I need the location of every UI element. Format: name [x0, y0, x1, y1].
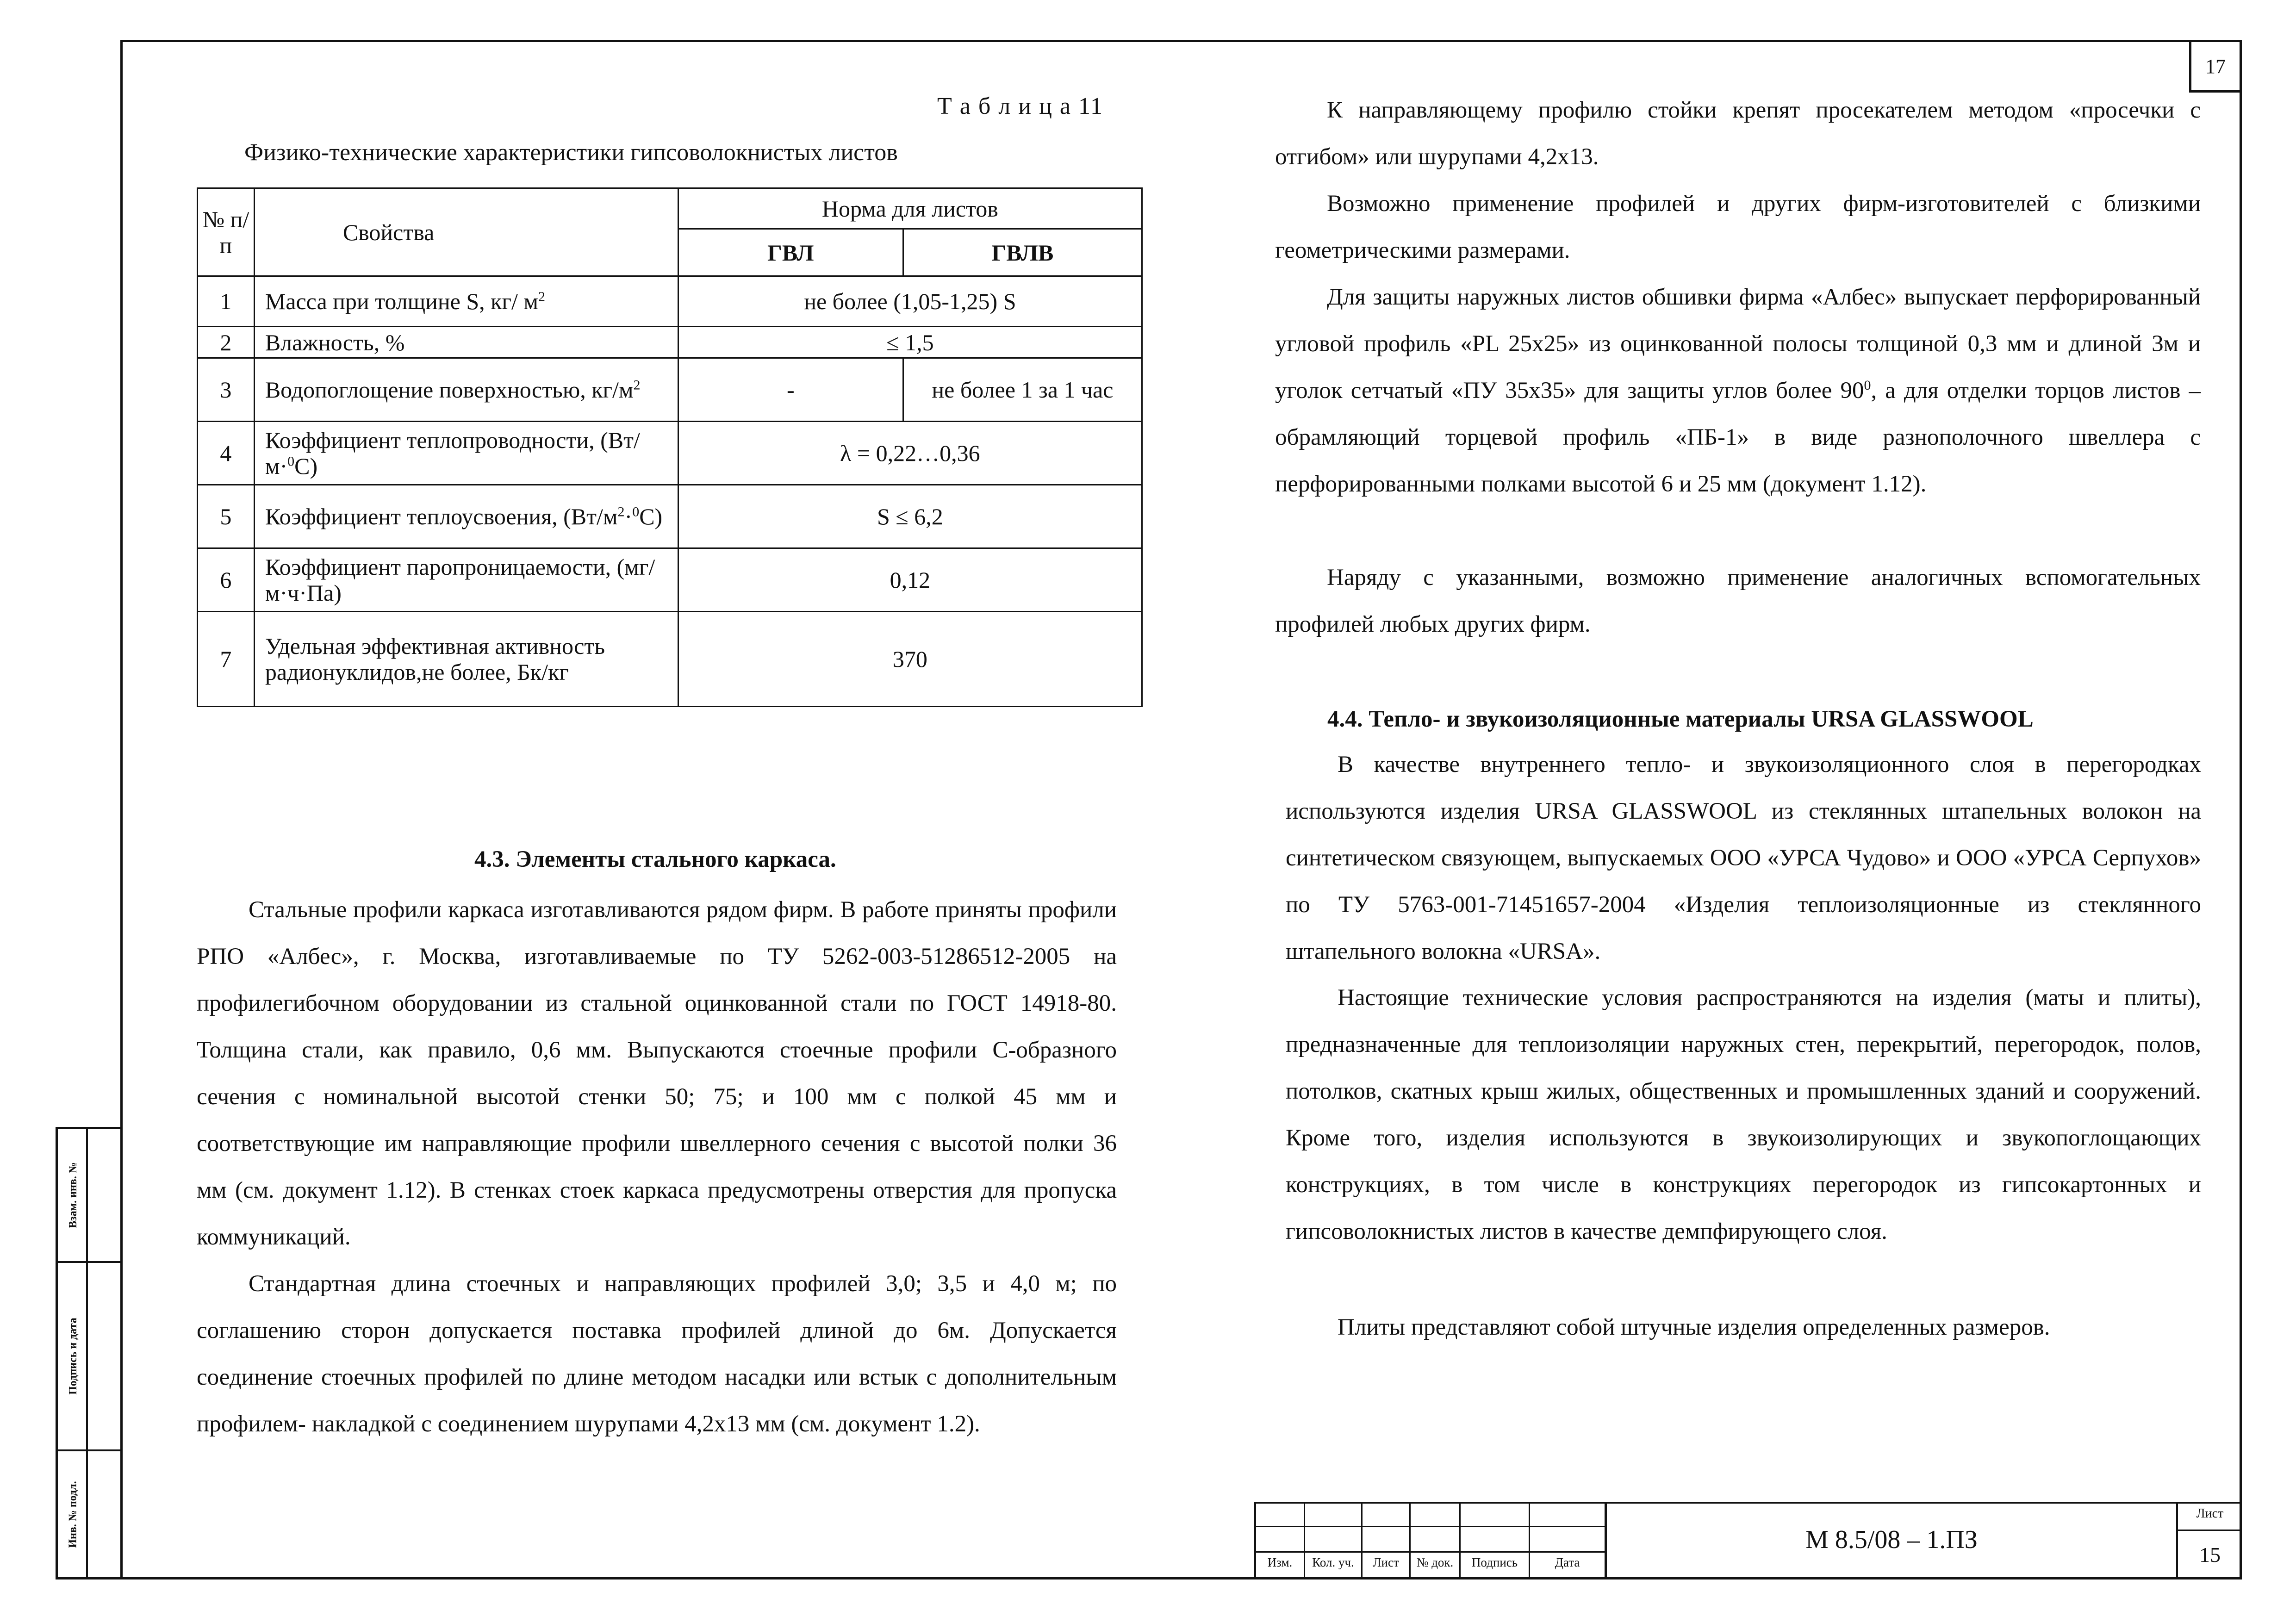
- binding-strip: [56, 1127, 123, 1579]
- row-num: 4: [198, 422, 255, 485]
- row-property: Коэффициент теплопроводности, (Вт/м·$^0$С): [254, 422, 678, 485]
- table-caption: Т а б л и ц а 11: [937, 93, 1104, 119]
- row-num: 1: [198, 276, 255, 327]
- binding-label-original: Инв. № подл.: [67, 1480, 79, 1548]
- document-code: М 8.5/08 – 1.ПЗ: [1805, 1525, 1978, 1554]
- section-44-paragraph-1: В качестве внутреннего тепло- и звукоизоляционного слоя в перегородках используются изделия URSA GLASSWOOL из стеклянных штапельных волокон на синтетическом связующем, выпускаемых ООО «УРСА Чудово» и ООО «УРСА Серпухов» по ТУ 5763-001-71451657-2004 «Изделия теплоизоляционные из стеклянного штапельного волокна «URSA».: [1286, 752, 2201, 964]
- row-num: 5: [198, 485, 255, 548]
- section-43-paragraph-1: Стальные профили каркаса изготавливаются рядом фирм. В работе приняты профили РПО «Албес», г. Москва, изготавливаемые по ТУ 5262-003-51286512-2005 на профилегибочном оборудовании из стальной оцинкованной стали по ГОСТ 14918-80. Толщина стали, как правило, 0,6 мм. Выпускаются стоечные профили С-образного сечения с номинальной высотой стенки 50; 75; и 100 мм с полкой 45 мм и соответствующие им направляющие профили швеллерного сечения с высотой полки 36 мм (см. документ 1.12). В стенках стоек каркаса предусмотрены отверстия для пропуска коммуникаций.: [197, 897, 1117, 1250]
- row-property: Влажность, %: [254, 327, 678, 358]
- binding-cell-original: [58, 1451, 88, 1577]
- binding-cell-signature: [58, 1263, 88, 1449]
- table-row: [198, 422, 1142, 485]
- right-paragraph-2: Возможно применение профилей и других фирм-изготовителей с близкими геометрическими размерами.: [1275, 191, 2201, 263]
- row-property: Масса при толщине S, кг/ $м^2$: [254, 276, 678, 327]
- header-gvl: ГВЛ: [678, 229, 903, 276]
- table-row: [198, 548, 1142, 612]
- row-property: Водопоглощение поверхностью, $кг/м^2$: [254, 358, 678, 422]
- section-43-paragraph-2: Стандартная длина стоечных и направляющих профилей 3,0; 3,5 и 4,0 м; по соглашению сторон допускается поставка профилей длиной до 6м. Допускается соединение стоечных профилей по длине методом насадки или встык с дополнительным профилем- накладкой с соединением шурупами 4,2х13 мм (см. документ 1.2).: [197, 1271, 1117, 1437]
- table-row: [198, 485, 1142, 548]
- binding-label-signature: Подпись и дата: [67, 1318, 79, 1395]
- row-num: 7: [198, 612, 255, 707]
- right-paragraph-1: К направляющему профилю стойки крепят просекателем методом «просечки с отгибом» или шурупами 4,2х13.: [1275, 97, 2201, 170]
- row-property: Коэффициент паропроницаемости, (мг/м·ч·Па): [254, 548, 678, 612]
- table-row: [198, 612, 1142, 707]
- title-block: [1254, 1502, 2242, 1579]
- header-gvlv: ГВЛВ: [903, 229, 1142, 276]
- row-value: S ≤ 6,2: [678, 485, 1142, 548]
- stamp-label-count: Кол. уч.: [1312, 1555, 1354, 1569]
- row-property: Удельная эффективная активность радионуклидов,не более, Бк/кг: [254, 612, 678, 707]
- binding-label-replace: Взам. инв. №: [67, 1162, 79, 1228]
- row-value: 0,12: [678, 548, 1142, 612]
- row-num: 3: [198, 358, 255, 422]
- row-value: λ = 0,22…0,36: [678, 422, 1142, 485]
- right-paragraph-3: Для защиты наружных листов обшивки фирма «Албес» выпускает перфорированный угловой профиль «PL 25x25» из оцинкованной полосы толщиной 0,3 мм и длиной 3м и уголок сетчатый «ПУ 35х35» для защиты углов более $90^0$, а для отделки торцов листов – обрамляющий торцевой профиль «ПБ-1» в виде разнополочного швеллера с перфорированными полками высотой 6 и 25 мм (документ 1.12).: [1275, 284, 2201, 497]
- row-value: ≤ 1,5: [678, 327, 1142, 358]
- row-num: 2: [198, 327, 255, 358]
- section-44-paragraph-2: Настоящие технические условия распространяются на изделия (маты и плиты), предназначенные для теплоизоляции наружных стен, перекрытий, перегородок, полов, потолков, скатных крыш жилых, общественных и промышленных зданий и сооружений. Кроме того, изделия используются в звукоизолирующих и звукопоглощающих конструкциях, в том числе в конструкциях перегородок из гипсокартонных и гипсоволокнистых листов в качестве демпфирующего слоя.: [1286, 985, 2201, 1244]
- stamp-label-change: Изм.: [1267, 1555, 1293, 1569]
- table-title: Физико-технические характеристики гипсоволокнистых листов: [244, 139, 898, 166]
- row-property: Коэффициент теплоусвоения, $(Вт/м^2\cdot^0С)$: [254, 485, 678, 548]
- header-num: № п/п: [198, 188, 255, 276]
- section-43-heading: 4.3. Элементы стального каркаса.: [474, 846, 836, 872]
- header-property: Свойства: [254, 188, 678, 276]
- sheet-label: Лист: [2196, 1506, 2224, 1521]
- table-row: [198, 358, 1142, 422]
- header-norm: Норма для листов: [678, 188, 1142, 229]
- table-row: [198, 327, 1142, 358]
- row-value: не более (1,05-1,25) S: [678, 276, 1142, 327]
- stamp-label-date: Дата: [1555, 1555, 1580, 1569]
- right-paragraph-4: Наряду с указанными, возможно применение аналогичных вспомогательных профилей любых других фирм.: [1275, 565, 2201, 637]
- section-44-paragraph-3: Плиты представляют собой штучные изделия определенных размеров.: [1338, 1314, 2050, 1340]
- sheet-number: 15: [2199, 1543, 2221, 1567]
- section-44-heading: 4.4. Тепло- и звукоизоляционные материалы URSA GLASSWOOL: [1327, 706, 2034, 732]
- binding-cell-replace: [58, 1129, 88, 1261]
- table-row: [198, 276, 1142, 327]
- row-num: 6: [198, 548, 255, 612]
- stamp-label-sheet: Лист: [1373, 1555, 1399, 1569]
- corner-page-number: 17: [2189, 40, 2242, 93]
- row-value: 370: [678, 612, 1142, 707]
- stamp-label-doc: № док.: [1416, 1555, 1454, 1569]
- row-value-gvl: -: [678, 358, 903, 422]
- stamp-label-signature: Подпись: [1471, 1555, 1518, 1569]
- row-value-gvlv: не более 1 за 1 час: [903, 358, 1142, 422]
- characteristics-table: [197, 187, 1143, 707]
